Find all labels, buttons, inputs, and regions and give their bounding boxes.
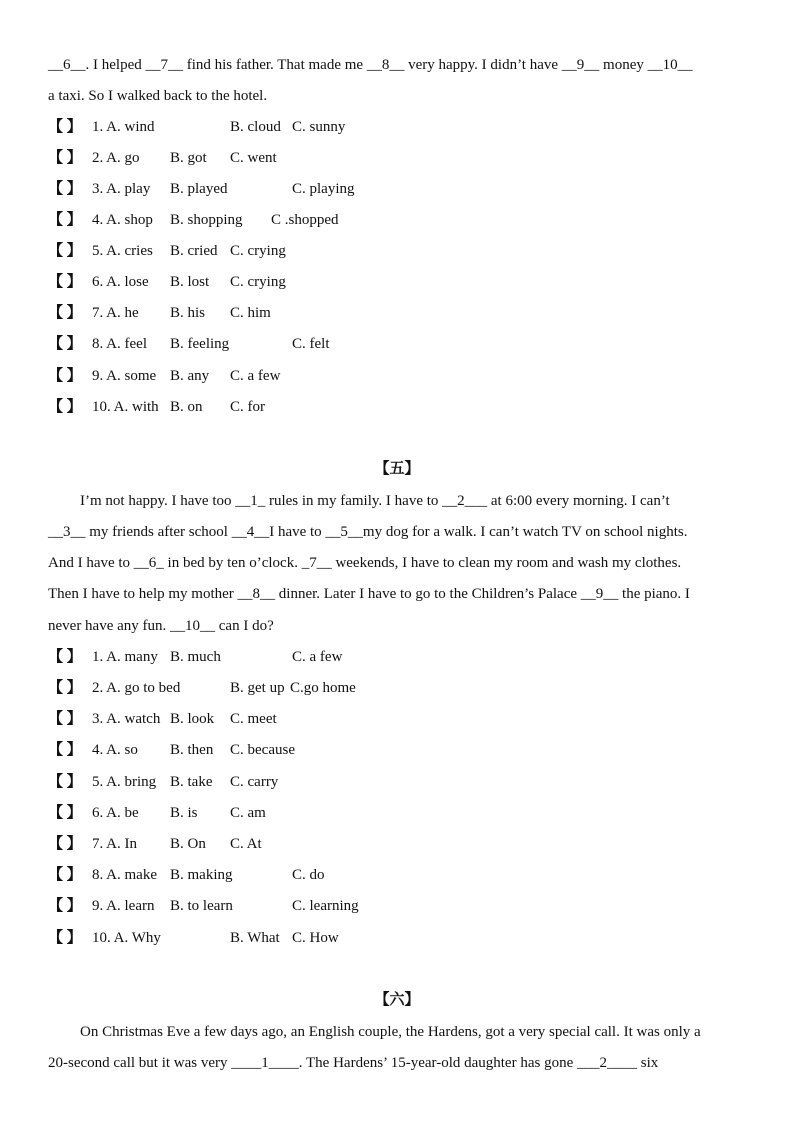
option-c: C. meet bbox=[230, 711, 277, 727]
option-b: B. shopping bbox=[170, 212, 243, 228]
answer-bracket[interactable]: 【 】 bbox=[48, 898, 82, 914]
answer-bracket[interactable]: 【 】 bbox=[48, 867, 82, 883]
option-c: C. for bbox=[230, 399, 265, 415]
answer-bracket[interactable]: 【 】 bbox=[48, 336, 82, 352]
option-b: B. to learn bbox=[170, 898, 233, 914]
answer-bracket[interactable]: 【 】 bbox=[48, 274, 82, 290]
answer-bracket[interactable]: 【 】 bbox=[48, 680, 82, 696]
option-c: C.go home bbox=[290, 680, 356, 696]
option-c: C. crying bbox=[230, 274, 286, 290]
option-a: 5. A. bring bbox=[92, 774, 157, 790]
answer-bracket[interactable]: 【 】 bbox=[48, 805, 82, 821]
passage-line: I’m not happy. I have too __1_ rules in my family. I have to __2___ at 6:00 every morning. I can’t bbox=[80, 493, 670, 509]
passage-line: __3__ my friends after school __4__I have to __5__my dog for a walk. I can’t watch TV on school nights. bbox=[48, 524, 688, 540]
answer-bracket[interactable]: 【 】 bbox=[48, 305, 82, 321]
option-c: C. a few bbox=[230, 368, 281, 384]
answer-bracket[interactable]: 【 】 bbox=[48, 368, 82, 384]
passage-line: never have any fun. __10__ can I do? bbox=[48, 618, 274, 634]
option-b: B. cloud bbox=[230, 119, 281, 135]
option-a: 9. A. some bbox=[92, 368, 157, 384]
option-b: B. lost bbox=[170, 274, 210, 290]
option-a: 6. A. be bbox=[92, 805, 139, 821]
answer-bracket[interactable]: 【 】 bbox=[48, 930, 82, 946]
option-a: 4. A. shop bbox=[92, 212, 153, 228]
passage-line: Then I have to help my mother __8__ dinner. Later I have to go to the Children’s Palace __9__ the piano. I bbox=[48, 586, 690, 602]
option-b: B. his bbox=[170, 305, 206, 321]
option-a: 8. A. feel bbox=[92, 336, 147, 352]
option-c: C. crying bbox=[230, 243, 286, 259]
option-b: B. much bbox=[170, 649, 221, 665]
option-b: B. any bbox=[170, 368, 210, 384]
answer-bracket[interactable]: 【 】 bbox=[48, 711, 82, 727]
answer-bracket[interactable]: 【 】 bbox=[48, 212, 82, 228]
option-a: 9. A. learn bbox=[92, 898, 155, 914]
option-c: C. At bbox=[230, 836, 262, 852]
passage-line: And I have to __6_ in bed by ten o’clock. _7__ weekends, I have to clean my room and wash my clothes. bbox=[48, 555, 682, 571]
answer-bracket[interactable]: 【 】 bbox=[48, 649, 82, 665]
passage-line: 20-second call but it was very ____1____. The Hardens’ 15-year-old daughter has gone ___2____ six bbox=[48, 1055, 659, 1071]
option-b: B. got bbox=[170, 150, 207, 166]
option-b: B. played bbox=[170, 181, 228, 197]
option-a: 5. A. cries bbox=[92, 243, 153, 259]
option-b: B. On bbox=[170, 836, 206, 852]
passage-line: On Christmas Eve a few days ago, an English couple, the Hardens, got a very special call. It was only a bbox=[80, 1024, 701, 1040]
option-b: B. is bbox=[170, 805, 198, 821]
section-title: 【五】 bbox=[374, 461, 420, 477]
option-c: C. am bbox=[230, 805, 266, 821]
option-c: C. went bbox=[230, 150, 277, 166]
option-b: B. then bbox=[170, 742, 214, 758]
option-a: 1. A. wind bbox=[92, 119, 155, 135]
option-a: 7. A. In bbox=[92, 836, 137, 852]
option-c: C. playing bbox=[292, 181, 355, 197]
option-b: B. look bbox=[170, 711, 215, 727]
option-c: C .shopped bbox=[271, 212, 339, 228]
option-c: C. because bbox=[230, 742, 295, 758]
option-c: C. sunny bbox=[292, 119, 346, 135]
option-a: 6. A. lose bbox=[92, 274, 149, 290]
option-c: C. How bbox=[292, 930, 339, 946]
option-a: 3. A. play bbox=[92, 181, 151, 197]
option-a: 10. A. with bbox=[92, 399, 159, 415]
option-a: 10. A. Why bbox=[92, 930, 161, 946]
answer-bracket[interactable]: 【 】 bbox=[48, 150, 82, 166]
option-a: 1. A. many bbox=[92, 649, 158, 665]
option-b: B. What bbox=[230, 930, 280, 946]
option-a: 3. A. watch bbox=[92, 711, 161, 727]
option-b: B. get up bbox=[230, 680, 285, 696]
option-a: 7. A. he bbox=[92, 305, 139, 321]
option-a: 8. A. make bbox=[92, 867, 157, 883]
passage-line: a taxi. So I walked back to the hotel. bbox=[48, 88, 268, 104]
option-c: C. him bbox=[230, 305, 271, 321]
answer-bracket[interactable]: 【 】 bbox=[48, 181, 82, 197]
section-title: 【六】 bbox=[374, 992, 420, 1008]
option-b: B. take bbox=[170, 774, 213, 790]
answer-bracket[interactable]: 【 】 bbox=[48, 774, 82, 790]
option-c: C. felt bbox=[292, 336, 330, 352]
answer-bracket[interactable]: 【 】 bbox=[48, 243, 82, 259]
option-c: C. learning bbox=[292, 898, 359, 914]
answer-bracket[interactable]: 【 】 bbox=[48, 119, 82, 135]
option-c: C. a few bbox=[292, 649, 343, 665]
passage-line: __6__. I helped __7__ find his father. That made me __8__ very happy. I didn’t have __9__ money __10__ bbox=[48, 57, 693, 73]
option-b: B. feeling bbox=[170, 336, 230, 352]
option-c: C. carry bbox=[230, 774, 279, 790]
option-a: 2. A. go bbox=[92, 150, 140, 166]
option-a: 2. A. go to bed bbox=[92, 680, 181, 696]
option-a: 4. A. so bbox=[92, 742, 138, 758]
option-b: B. on bbox=[170, 399, 203, 415]
answer-bracket[interactable]: 【 】 bbox=[48, 742, 82, 758]
answer-bracket[interactable]: 【 】 bbox=[48, 399, 82, 415]
option-b: B. cried bbox=[170, 243, 218, 259]
option-c: C. do bbox=[292, 867, 325, 883]
answer-bracket[interactable]: 【 】 bbox=[48, 836, 82, 852]
option-b: B. making bbox=[170, 867, 233, 883]
